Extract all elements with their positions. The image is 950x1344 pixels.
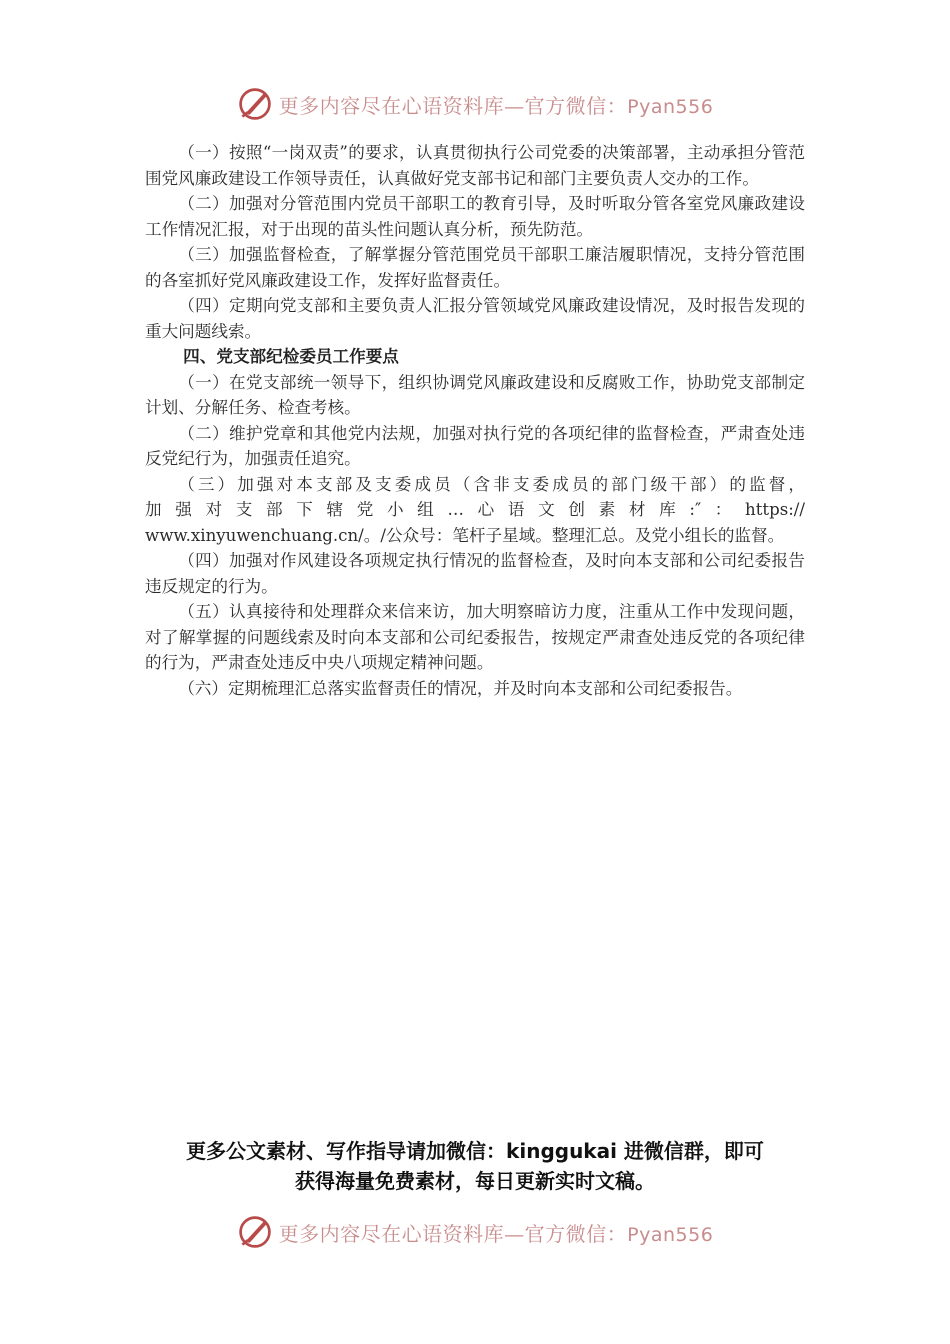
banner-text: 更多内容尽在心语资料库—官方微信：Pyan556 [278,1221,714,1246]
paragraph: （二）加强对分管范围内党员干部职工的教育引导，及时听取分管各室党风廉政建设工作情况汇报，对于出现的苗头性问题认真分析，预先防范。 [145,194,805,239]
banner-text: 更多内容尽在心语资料库—官方微信：Pyan556 [278,93,714,118]
paragraph: （四）定期向党支部和主要负责人汇报分管领域党风廉政建设情况，及时报告发现的重大问题线索。 [145,296,805,341]
paragraph: （五）认真接待和处理群众来信来访，加大明察暗访力度，注重从工作中发现问题，对了解掌握的问题线索及时向本支部和公司纪委报告，按规定严肃查处违反党的各项纪律的行为，严肃查处违反中央八项规定精神问题。 [145,602,805,672]
paragraph: （四）加强对作风建设各项规定执行情况的监督检查，及时向本支部和公司纪委报告违反规定的行为。 [145,551,805,596]
paragraph-line: （三）加强对本支部及支委成员（含非支委成员的部门级干部）的监督， [178,474,805,494]
promo-line: 获得海量免费素材，每日更新实时文稿。 [295,1169,655,1193]
document-body [145,140,805,701]
paragraph: （一）在党支部统一领导下，组织协调党风廉政建设和反腐败工作，协助党支部制定计划、分解任务、检查考核。 [145,372,805,417]
paragraph-line: 加强对支部下辖党小组…心语文创素材库:″：https:// [145,500,805,519]
paragraph: （六）定期梳理汇总落实监督责任的情况，并及时向本支部和公司纪委报告。 [178,678,743,698]
footer-banner [0,1210,950,1254]
paragraph: （二）维护党章和其他党内法规，加强对执行党的各项纪律的监督检查，严肃查处违反党纪行为，加强责任追究。 [145,423,805,468]
section-heading: 四、党支部纪检委员工作要点 [183,347,399,366]
promo-line: 更多公文素材、写作指导请加微信：kinggukai 进微信群，即可 [186,1139,764,1163]
paragraph-line: www.xinyuwenchuang.cn/。/公众号：笔杆子星域。整理汇总。及党小组长的监督。 [145,525,785,545]
promo-text [0,1136,950,1196]
header-banner [0,82,950,126]
paragraph: （一）按照“一岗双责”的要求，认真贯彻执行公司党委的决策部署，主动承担分管范围党风廉政建设工作领导责任，认真做好党支部书记和部门主要负责人交办的工作。 [145,143,805,188]
paragraph: （三）加强监督检查，了解掌握分管范围党员干部职工廉洁履职情况，支持分管范围的各室抓好党风廉政建设工作，发挥好监督责任。 [145,245,805,290]
quill-logo-icon [237,86,273,122]
quill-logo-icon [237,1214,273,1250]
